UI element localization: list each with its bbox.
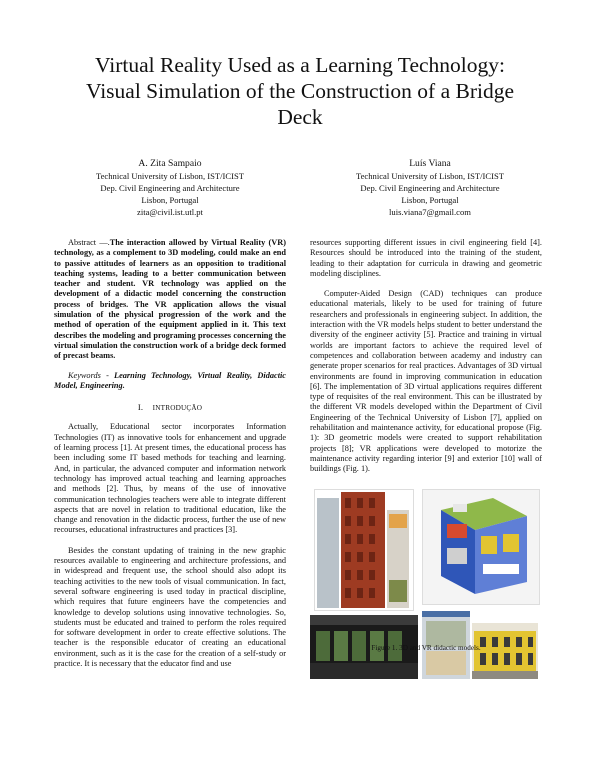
title-line: Virtual Reality Used as a Learning Technology: — [95, 53, 505, 77]
abstract — [54, 238, 286, 362]
keywords-text: Learning Technology, Virtual Reality, Didactic Model, Engineering. — [54, 370, 286, 390]
title-line: Deck — [277, 105, 323, 129]
author-department: Dep. Civil Engineering and Architecture — [100, 183, 240, 193]
figure-caption: Figure 1. 3D and VR didactic models. — [371, 644, 481, 652]
author-name: Luís Viana — [409, 158, 451, 169]
left-column — [54, 238, 286, 669]
abstract-label: Abstract —. — [68, 238, 110, 247]
structural-3d-model-image — [422, 489, 540, 605]
keywords-label: Keywords - — [68, 370, 115, 380]
section-title: INTRODUÇÃO — [152, 404, 203, 413]
section-number: I. — [137, 402, 144, 413]
brick-wall-model-image — [314, 489, 414, 611]
abstract-text: The interaction allowed by Virtual Reality (VR) technology, as a complement to 3D modeling, could make an end to passive attitudes of learners as an opposition to traditional teaching systems, leading to a better communication between teacher and student. VR technology was applied on the development of a didactic model concerning the construction process of bridges. The VR application allows the visual simulation of the physical progression of the work and the method of operation of the equipment applied in it. This text describes the modeling and programing processes concerning the virtual simulation the construction work of a bridge deck formed of precast beams. — [54, 238, 286, 361]
author-department: Dep. Civil Engineering and Architecture — [360, 183, 500, 193]
author-location: Lisbon, Portugal — [401, 195, 459, 205]
author-affiliation: Technical University of Lisbon, IST/ICIST — [95, 171, 245, 181]
author-email[interactable]: zita@civil.ist.utl.pt — [137, 207, 203, 217]
body-paragraph: Actually, Educational sector incorporates Information Technologies (IT) as innovative tools for enhancement and upgrade of learning process [1]. At present times, the educational process has been including some IT based methods for teaching and learning. And, in particular, the advanced computer and information network technology has improved actual teaching and learning approaches and methods [2]. Thus, by means of the use of innovative communication technologies teachers were able to integrate different aspects that are novel in relation to traditional education, like the change and renovation in the didactic process, further the use of new recourses, educational infrastructures and practices [3]. — [54, 422, 286, 535]
author-location: Lisbon, Portugal — [141, 195, 199, 205]
body-paragraph: Computer-Aided Design (CAD) techniques can produce educational materials, likely to be used for training of future researchers and professionals in engineering subject. In addition, the interaction with the VR models helps student to better understand the diversity of the engineer activity [5]. Practice and training in virtual worlds are important factors to achieve the required level of competences and collaboration between academy and industry can generate proper scenarios for real practices. Advantages of 3D virtual environments are found in improving communication in education [6]. The implementation of 3D virtual applications requires different type of requisites of the real environment. This can be illustrated by the different VR models developed within the Department of Civil Engineering of the Technical University of Lisbon [7], applied on rehabilitation and maintenance activity, for educational propose (Fig. 1): 3D geometric models were created to support rehabilitation projects [8]; VR applications were developed to motorize the maintenance activity regarding interior [9] and exterior [10] wall of buildings (Fig. 1). — [310, 289, 542, 474]
keywords — [54, 371, 286, 392]
body-paragraph: Besides the constant updating of training in the new graphic resources available to engineering and architecture professions, and in widespread and frequent use, the school should also adopt its teaching activities to the new tools of visual communication. In fact, several software engineering is used today in practical discipline, which requires that future engineers have the competencies and knowledge to develop solutions using innovative technologies. So, students must be educated and trained to perform the roles required for software development in order to create effective solutions. The teacher is the responsible educator of creating an educational environment, such as it is the case for the creation of a self-study or practice. It is necessary that the educator find and use — [54, 545, 286, 668]
title-line: Visual Simulation of the Construction of a Bridge — [85, 79, 515, 103]
author-block — [70, 158, 270, 218]
paper-title — [40, 52, 560, 130]
author-name: A. Zita Sampaio — [138, 158, 202, 169]
author-affiliation: Technical University of Lisbon, IST/ICIST — [355, 171, 505, 181]
author-email[interactable]: luis.viana7@gmail.com — [389, 207, 471, 217]
section-heading — [54, 402, 286, 413]
right-column — [310, 238, 542, 679]
author-block — [330, 158, 530, 218]
body-paragraph: resources supporting different issues in civil engineering field [4]. Resources should be introduced into the training of the student, leading to their adaptation for curricula in drawing and geometric modeling disciplines. — [310, 238, 542, 278]
